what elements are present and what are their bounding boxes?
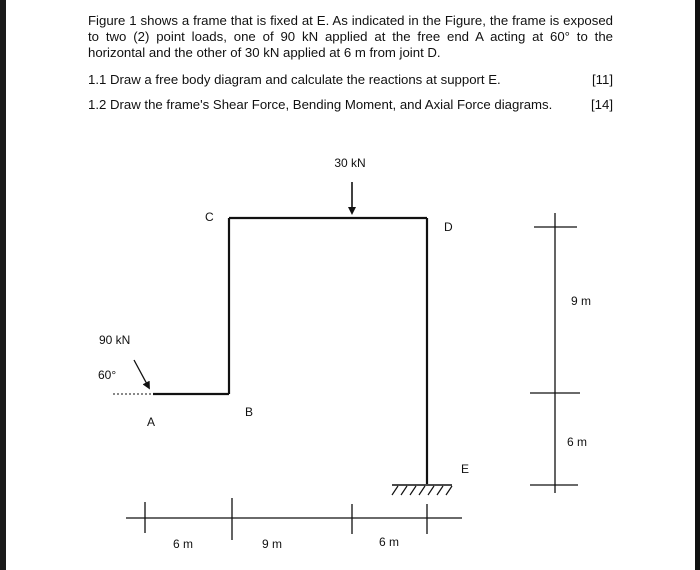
load-90kn-label: 90 kN [99,333,131,347]
vertical-dimension [530,213,591,493]
node-label-d: D [444,220,453,234]
task-1-1-marks: [11] [591,72,613,87]
task-1-2-text: 1.2 Draw the frame's Shear Force, Bending Moment, and Axial Force diagrams. [88,97,553,112]
load-90kn-arrow [134,360,148,386]
task-1-2-marks: [14] [591,97,613,112]
h-dim-label-1: 6 m [172,537,194,551]
frame-members [153,218,427,484]
node-label-a: A [147,415,156,429]
problem-intro: Figure 1 shows a frame that is fixed at E. As indicated in the Figure, the frame is exposed to two (2) point loads, one of 90 kN applied at the free end A acting at 60° to the horizontal and the other of 30 kN applied at 6 m from joint D. [88,13,613,60]
load-30kn-label: 30 kN [334,156,366,170]
task-1-1-text: 1.1 Draw a free body diagram and calculate the reactions at support E. [88,72,501,87]
node-label-b: B [245,405,254,419]
h-dim-label-3: 6 m [378,535,400,549]
load-30kn [334,156,365,211]
node-label-c: C [205,210,214,224]
angle-label: 60° [98,368,117,382]
v-dim-label-1: 9 m [571,294,592,308]
h-dim-label-2: 9 m [261,537,283,551]
v-dim-label-2: 6 m [567,435,588,449]
horizontal-dimension [126,498,462,551]
fixed-support-e [392,485,452,495]
load-90kn [98,333,152,394]
node-label-e: E [461,462,470,476]
node-labels [147,210,469,476]
